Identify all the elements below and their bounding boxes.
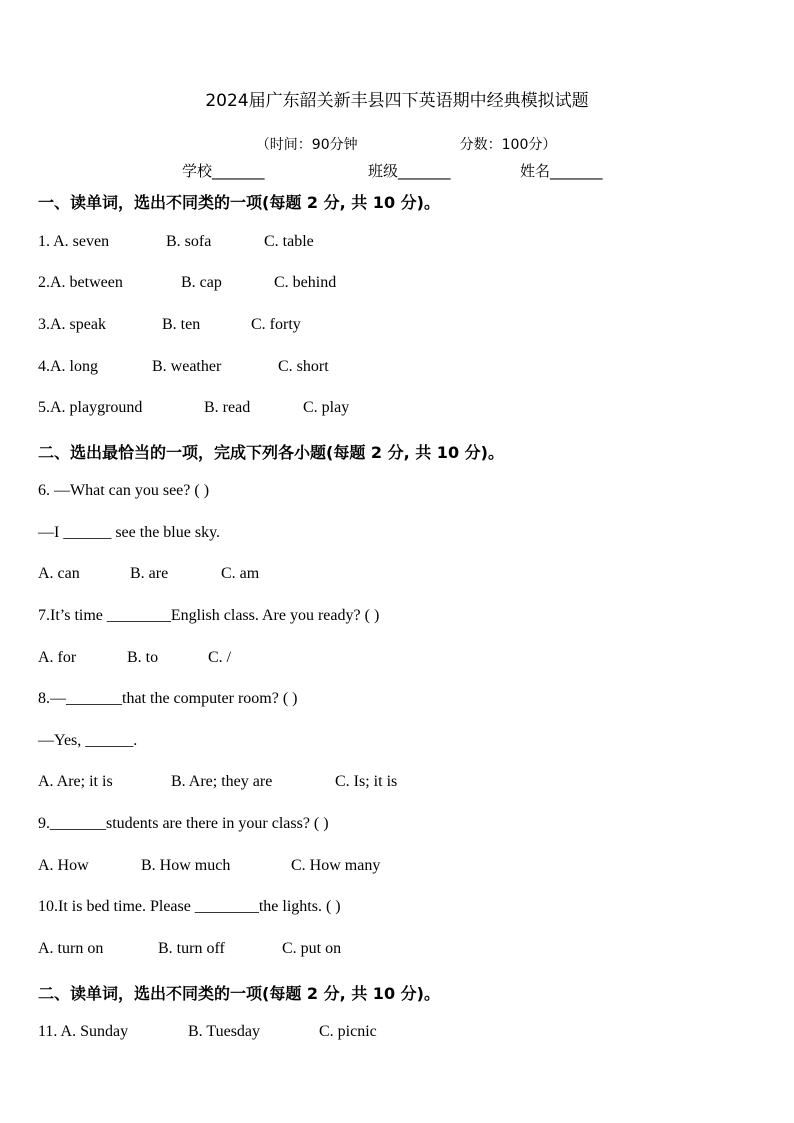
question-6-options <box>38 565 260 583</box>
question-4 <box>38 358 329 376</box>
q8-option-a: A. Are; it is <box>38 773 113 790</box>
score-info: 分数：100分） <box>459 137 557 153</box>
q1-option-a: 1. A. seven <box>38 233 110 250</box>
question-8: 8.—_______that the computer room? ( ) <box>38 690 298 707</box>
question-6: 6. —What can you see? ( ) <box>38 482 210 499</box>
question-10: 10.It is bed time. Please ________the lights. ( ) <box>38 898 341 915</box>
question-9: 9._______students are there in your class? ( ) <box>38 815 329 832</box>
student-fields <box>182 160 603 181</box>
q3-option-a: 3.A. speak <box>38 316 106 333</box>
q11-option-b: B. Tuesday <box>188 1023 261 1040</box>
question-9-options <box>38 857 381 875</box>
q6-option-a: A. can <box>38 565 80 582</box>
q2-option-c: C. behind <box>274 274 337 291</box>
q9-option-a: A. How <box>38 857 89 874</box>
q9-option-b: B. How much <box>141 857 231 874</box>
q8-option-b: B. Are; they are <box>171 773 273 790</box>
question-10-options <box>38 940 342 958</box>
question-5 <box>38 399 350 417</box>
question-3 <box>38 316 301 334</box>
q7-option-a: A. for <box>38 649 77 666</box>
school-field: 学校_______ <box>182 162 265 180</box>
q6-option-b: B. are <box>130 565 169 582</box>
q7-option-b: B. to <box>127 649 159 666</box>
question-7: 7.It’s time ________English class. Are you ready? ( ) <box>38 607 380 624</box>
question-2 <box>38 274 337 292</box>
q1-option-c: C. table <box>264 233 314 250</box>
question-8-answer-line: —Yes, ______. <box>38 732 138 749</box>
q4-option-b: B. weather <box>152 358 222 375</box>
question-11 <box>38 1023 377 1041</box>
section-3-heading: 二、读单词，选出不同类的一项(每题 2 分, 共 10 分)。 <box>38 984 440 1003</box>
q10-option-a: A. turn on <box>38 940 104 957</box>
question-7-options <box>38 649 232 667</box>
q6-option-c: C. am <box>221 565 260 582</box>
q4-option-a: 4.A. long <box>38 358 98 375</box>
q11-option-a: 11. A. Sunday <box>38 1023 129 1040</box>
q3-option-c: C. forty <box>251 316 301 333</box>
q11-option-c: C. picnic <box>319 1023 377 1040</box>
section-1-heading: 一、读单词，选出不同类的一项(每题 2 分, 共 10 分)。 <box>38 193 440 212</box>
question-1 <box>38 233 314 251</box>
q2-option-b: B. cap <box>181 274 222 291</box>
time-info: （时间：90分钟 <box>255 137 358 153</box>
question-6-answer-line: —I ______ see the blue sky. <box>38 524 221 541</box>
q2-option-a: 2.A. between <box>38 274 123 291</box>
q8-option-c: C. Is; it is <box>335 773 398 790</box>
q10-option-c: C. put on <box>282 940 342 957</box>
name-field: 姓名_______ <box>520 162 603 180</box>
question-8-options <box>38 773 398 791</box>
section-2-heading: 二、选出最恰当的一项，完成下列各小题(每题 2 分, 共 10 分)。 <box>38 443 504 462</box>
q5-option-b: B. read <box>204 399 251 416</box>
q5-option-a: 5.A. playground <box>38 399 143 416</box>
q10-option-b: B. turn off <box>158 940 225 957</box>
page-title: 2024届广东韶关新丰县四下英语期中经典模拟试题 <box>205 91 589 111</box>
q7-option-c: C. / <box>208 649 232 666</box>
q1-option-b: B. sofa <box>166 233 212 250</box>
q4-option-c: C. short <box>278 358 329 375</box>
q3-option-b: B. ten <box>162 316 201 333</box>
class-field: 班级_______ <box>368 162 451 180</box>
q5-option-c: C. play <box>303 399 350 416</box>
q9-option-c: C. How many <box>291 857 381 874</box>
